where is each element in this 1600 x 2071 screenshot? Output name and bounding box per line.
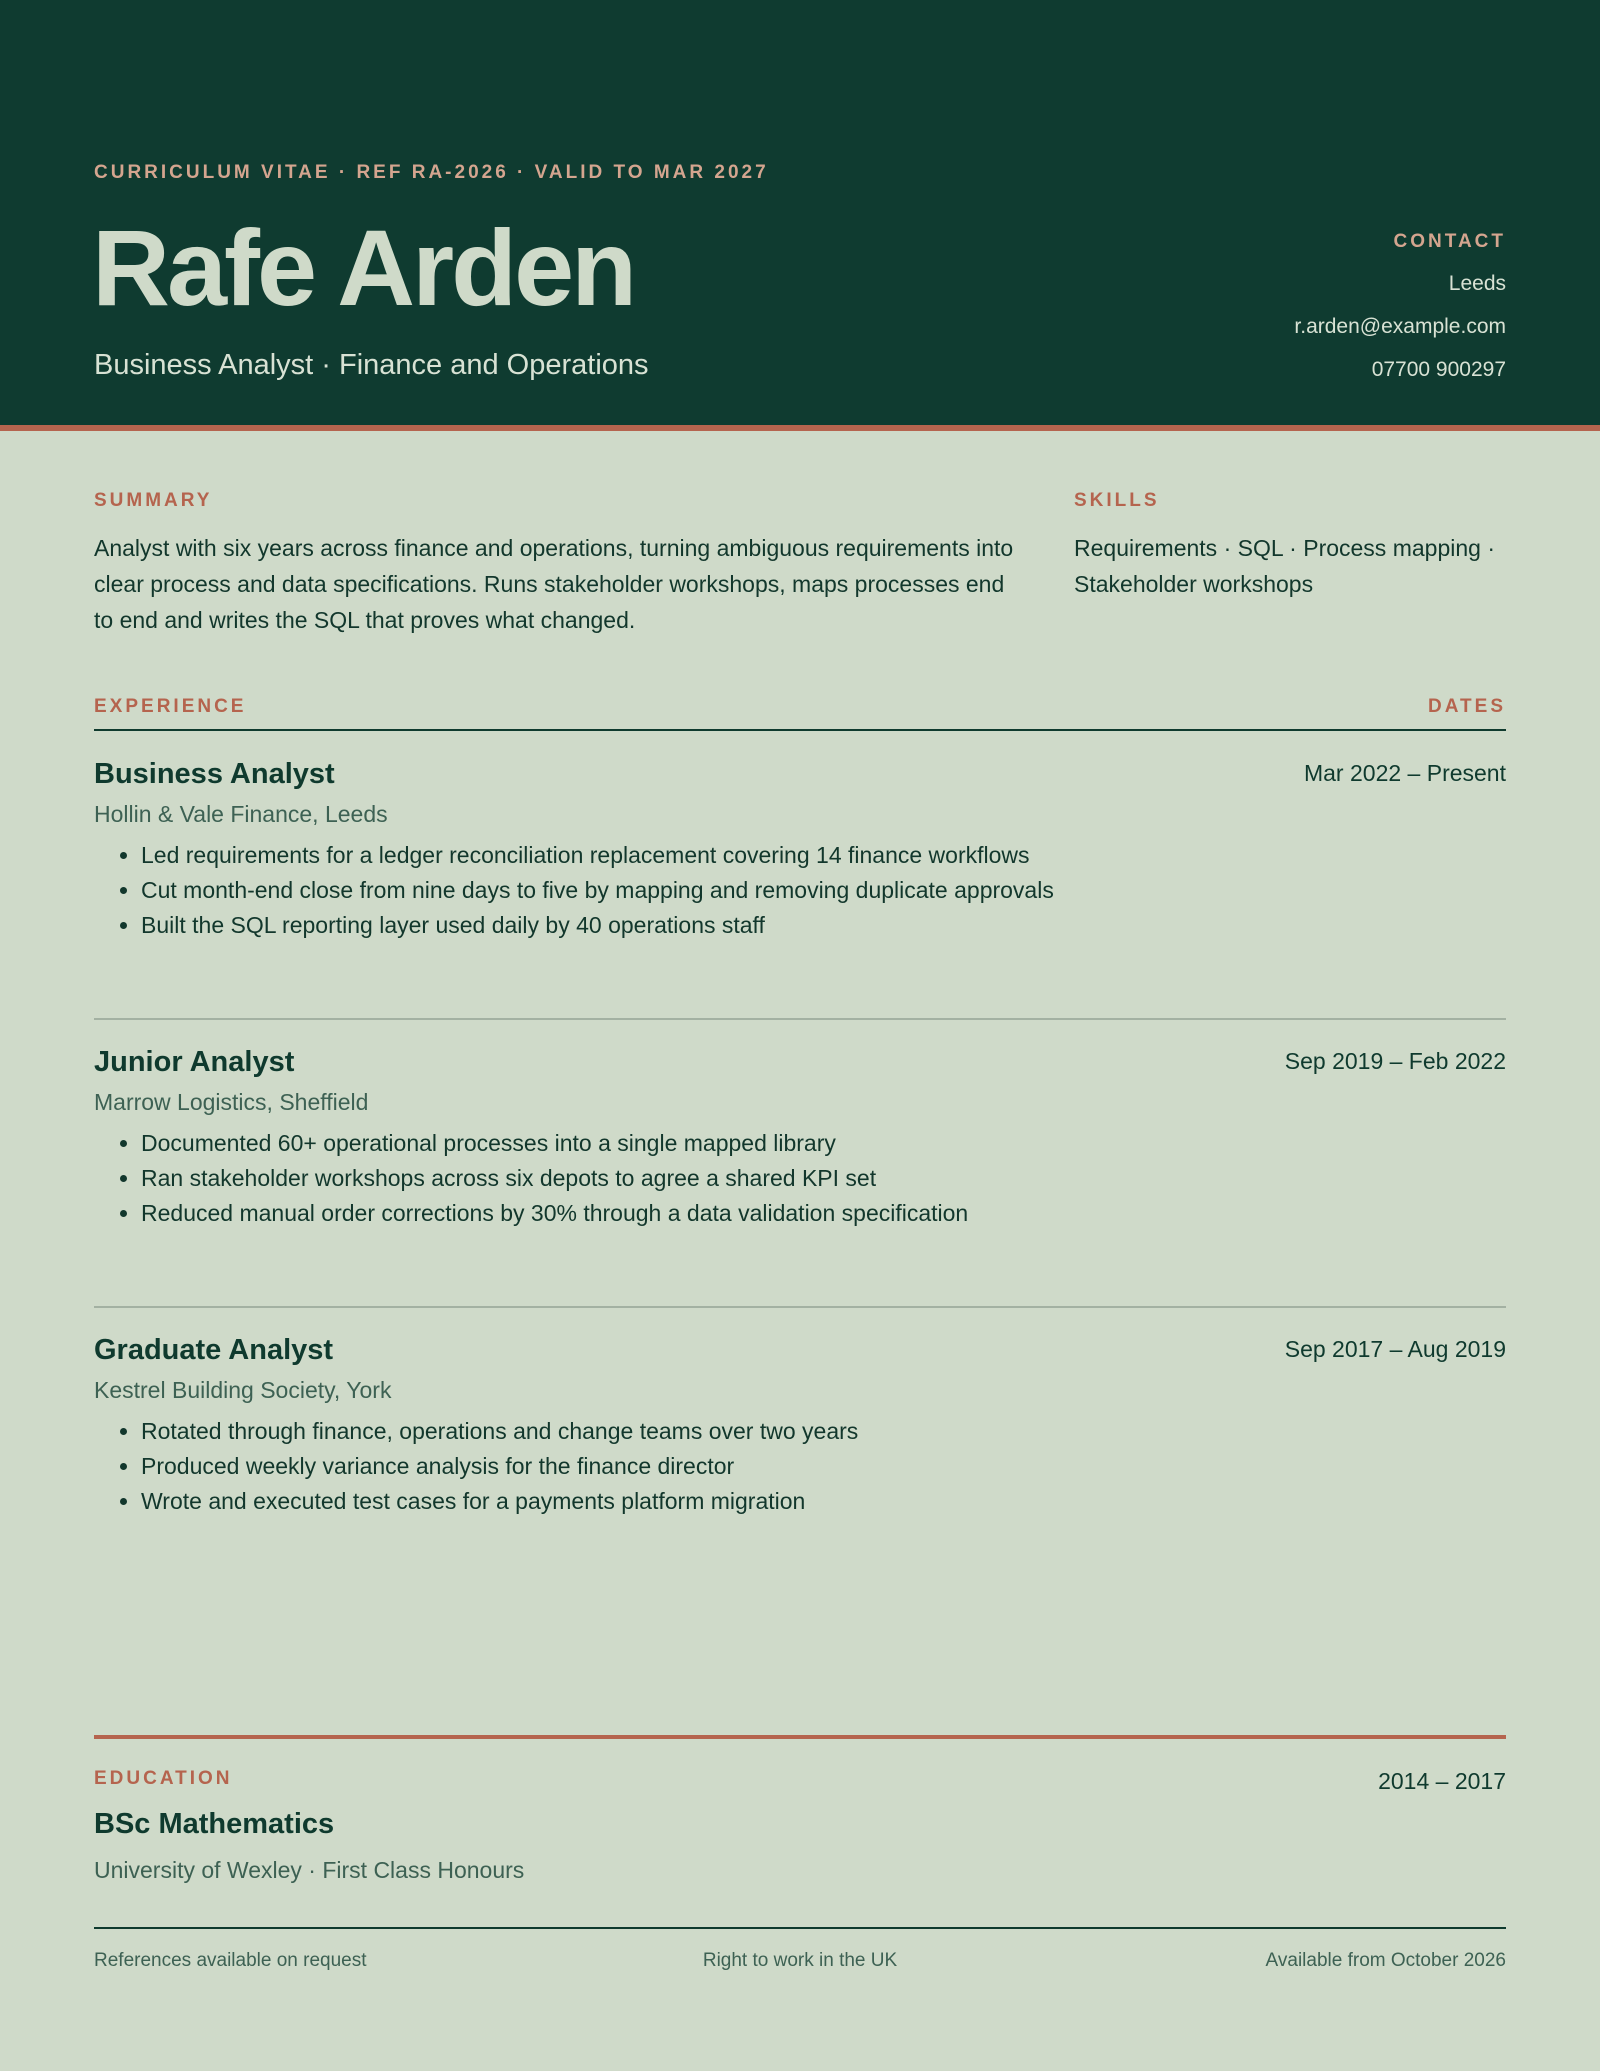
contact-label: CONTACT: [1393, 231, 1506, 252]
summary-label: SUMMARY: [94, 490, 213, 511]
job-divider: [94, 1306, 1506, 1308]
dates-label: DATES: [1428, 696, 1506, 717]
job-bullet: • Produced weekly variance analysis for the finance director: [141, 1449, 1506, 1484]
education-school: University of Wexley · First Class Honours: [94, 1857, 525, 1883]
job-organisation: Marrow Logistics, Sheffield: [94, 1089, 369, 1115]
job-bullet: • Rotated through finance, operations and change teams over two years: [141, 1414, 1506, 1449]
job-dates: Mar 2022 – Present: [1303, 760, 1506, 786]
job-bullet: • Cut month-end close from nine days to five by mapping and removing duplicate approvals: [141, 873, 1506, 908]
job-organisation: Kestrel Building Society, York: [94, 1377, 392, 1403]
job-bullets: [94, 1414, 1506, 1519]
education-rule: [94, 1735, 1506, 1739]
contact-phone: 07700 900297: [1371, 358, 1506, 381]
footer: [94, 1950, 1506, 1976]
skills-label: SKILLS: [1074, 490, 1160, 511]
contact-location: Leeds: [1448, 272, 1506, 295]
education-degree: BSc Mathematics: [94, 1808, 335, 1840]
job-dates: Sep 2017 – Aug 2019: [1284, 1336, 1506, 1362]
summary-section: [94, 490, 1014, 638]
job-entry: [94, 1046, 1506, 1231]
job-bullet: • Wrote and executed test cases for a payments platform migration: [141, 1484, 1506, 1519]
footer-references: References available on request: [94, 1950, 367, 1971]
skills-text: Requirements · SQL · Process mapping · Stakeholder workshops: [1074, 535, 1495, 597]
experience-header: [94, 696, 1506, 731]
education-label: EDUCATION: [94, 1768, 233, 1789]
candidate-name: Rafe Arden: [92, 207, 635, 328]
job-bullet: • Built the SQL reporting layer used daily by 40 operations staff: [141, 908, 1506, 943]
skills-section: [1074, 490, 1506, 602]
document-eyebrow: CURRICULUM VITAE · REF RA-2026 · VALID TO MAR 2027: [94, 162, 769, 183]
job-bullet: • Led requirements for a ledger reconciliation replacement covering 14 finance workflows: [141, 838, 1506, 873]
footer-right-to-work: Right to work in the UK: [702, 1950, 898, 1971]
job-organisation: Hollin & Vale Finance, Leeds: [94, 801, 388, 827]
contact-block: [1294, 231, 1506, 399]
header-band: [0, 0, 1600, 431]
job-bullets: [94, 838, 1506, 943]
job-dates: Sep 2019 – Feb 2022: [1284, 1048, 1506, 1074]
footer-rule: [94, 1927, 1506, 1929]
candidate-headline: Business Analyst · Finance and Operations: [94, 349, 649, 381]
job-title: Junior Analyst: [94, 1046, 295, 1078]
contact-email: r.arden@example.com: [1294, 315, 1506, 338]
job-title: Business Analyst: [94, 758, 335, 790]
education-dates: 2014 – 2017: [1378, 1768, 1506, 1794]
job-entry: [94, 758, 1506, 943]
summary-text: Analyst with six years across finance and operations, turning ambiguous requirements into clear process and data specifications. Runs stakeholder workshops, maps processes end to end and writes the SQL that proves what changed.: [94, 535, 1014, 633]
job-bullet: • Reduced manual order corrections by 30% through a data validation specification: [141, 1196, 1506, 1231]
job-bullet: • Documented 60+ operational processes into a single mapped library: [141, 1126, 1506, 1161]
job-bullet: • Ran stakeholder workshops across six depots to agree a shared KPI set: [141, 1161, 1506, 1196]
job-bullets: [94, 1126, 1506, 1231]
footer-availability: Available from October 2026: [1265, 1950, 1506, 1971]
experience-label: EXPERIENCE: [94, 696, 247, 717]
job-entry: [94, 1334, 1506, 1519]
job-title: Graduate Analyst: [94, 1334, 334, 1366]
education-section: [94, 1768, 1506, 1884]
job-divider: [94, 1018, 1506, 1020]
